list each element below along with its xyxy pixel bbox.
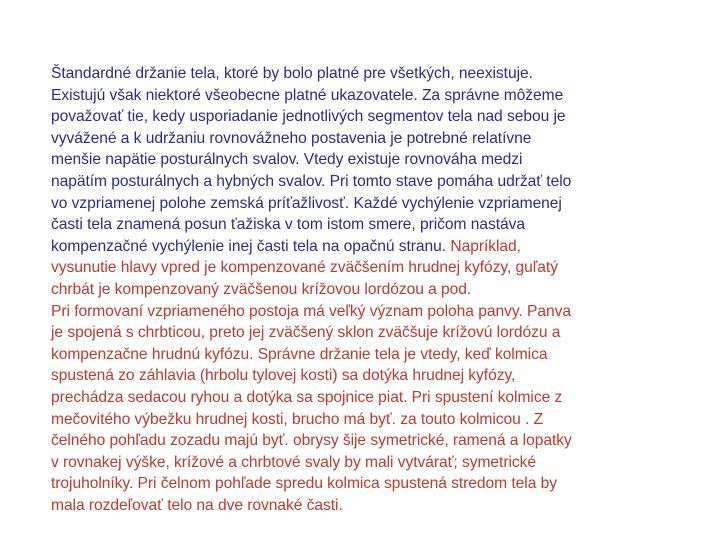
body-paragraph — [51, 63, 671, 516]
paragraph-text-blue: Štandardné držanie tela, ktoré by bolo platné pre všetkých, neexistuje. Existujú však niektoré všeobecne platné ukazovatele. Za správne môžeme považovať tie, kedy usporiadanie jednotlivých segmentov tela nad sebou je vyvážené a k udržaniu rovnovážneho postavenia je potrebné relatívne menšie napätie posturálnych svalov. Vtedy existuje rovnováha medzi napätím posturálnych a hybných svalov. Pri tomto stave pomáha udržať telo vo vzpriamenej polohe zemská príťažlivosť. Každé vychýlenie vzpriamenej časti tela znamená posun ťažiska v tom istom smere, pričom nastáva kompenzačné vychýlenie inej časti tela na opačnú stranu. — [51, 65, 572, 255]
paragraph-text-red: Napríklad, vysunutie hlavy vpred je kompenzované zväčšením hrudnej kyfózy, guľatý chrbát je kompenzovaný zväčšenou krížovou lordózou a pod. Pri formovaní vzpriameného postoja má veľký význam poloha panvy. Panva je spojená s chrbticou, preto jej zväčšený sklon zväčšuje krížovú lordózu a kompenzačne hrudnú kyfózu. Správne držanie tela je vtedy, keď kolmica spustená zo záhlavia (hrbolu tylovej kosti) sa dotýka hrudnej kyfózy, prechádza sedacou ryhou a dotýka sa spojnice piat. Pri spustení kolmice z mečovitého výbežku hrudnej kosti, brucho má byť. za touto kolmicou . Z čelného pohľadu zozadu majú byť. obrysy šije symetrické, ramená a lopatky v rovnakej výške, krížové a chrbtové svaly by mali vytvárať; symetrické trojuholníky. Pri čelnom pohľade spredu kolmica spustená stredom tela by mala rozdeľovať telo na dve rovnaké časti. — [51, 237, 572, 514]
